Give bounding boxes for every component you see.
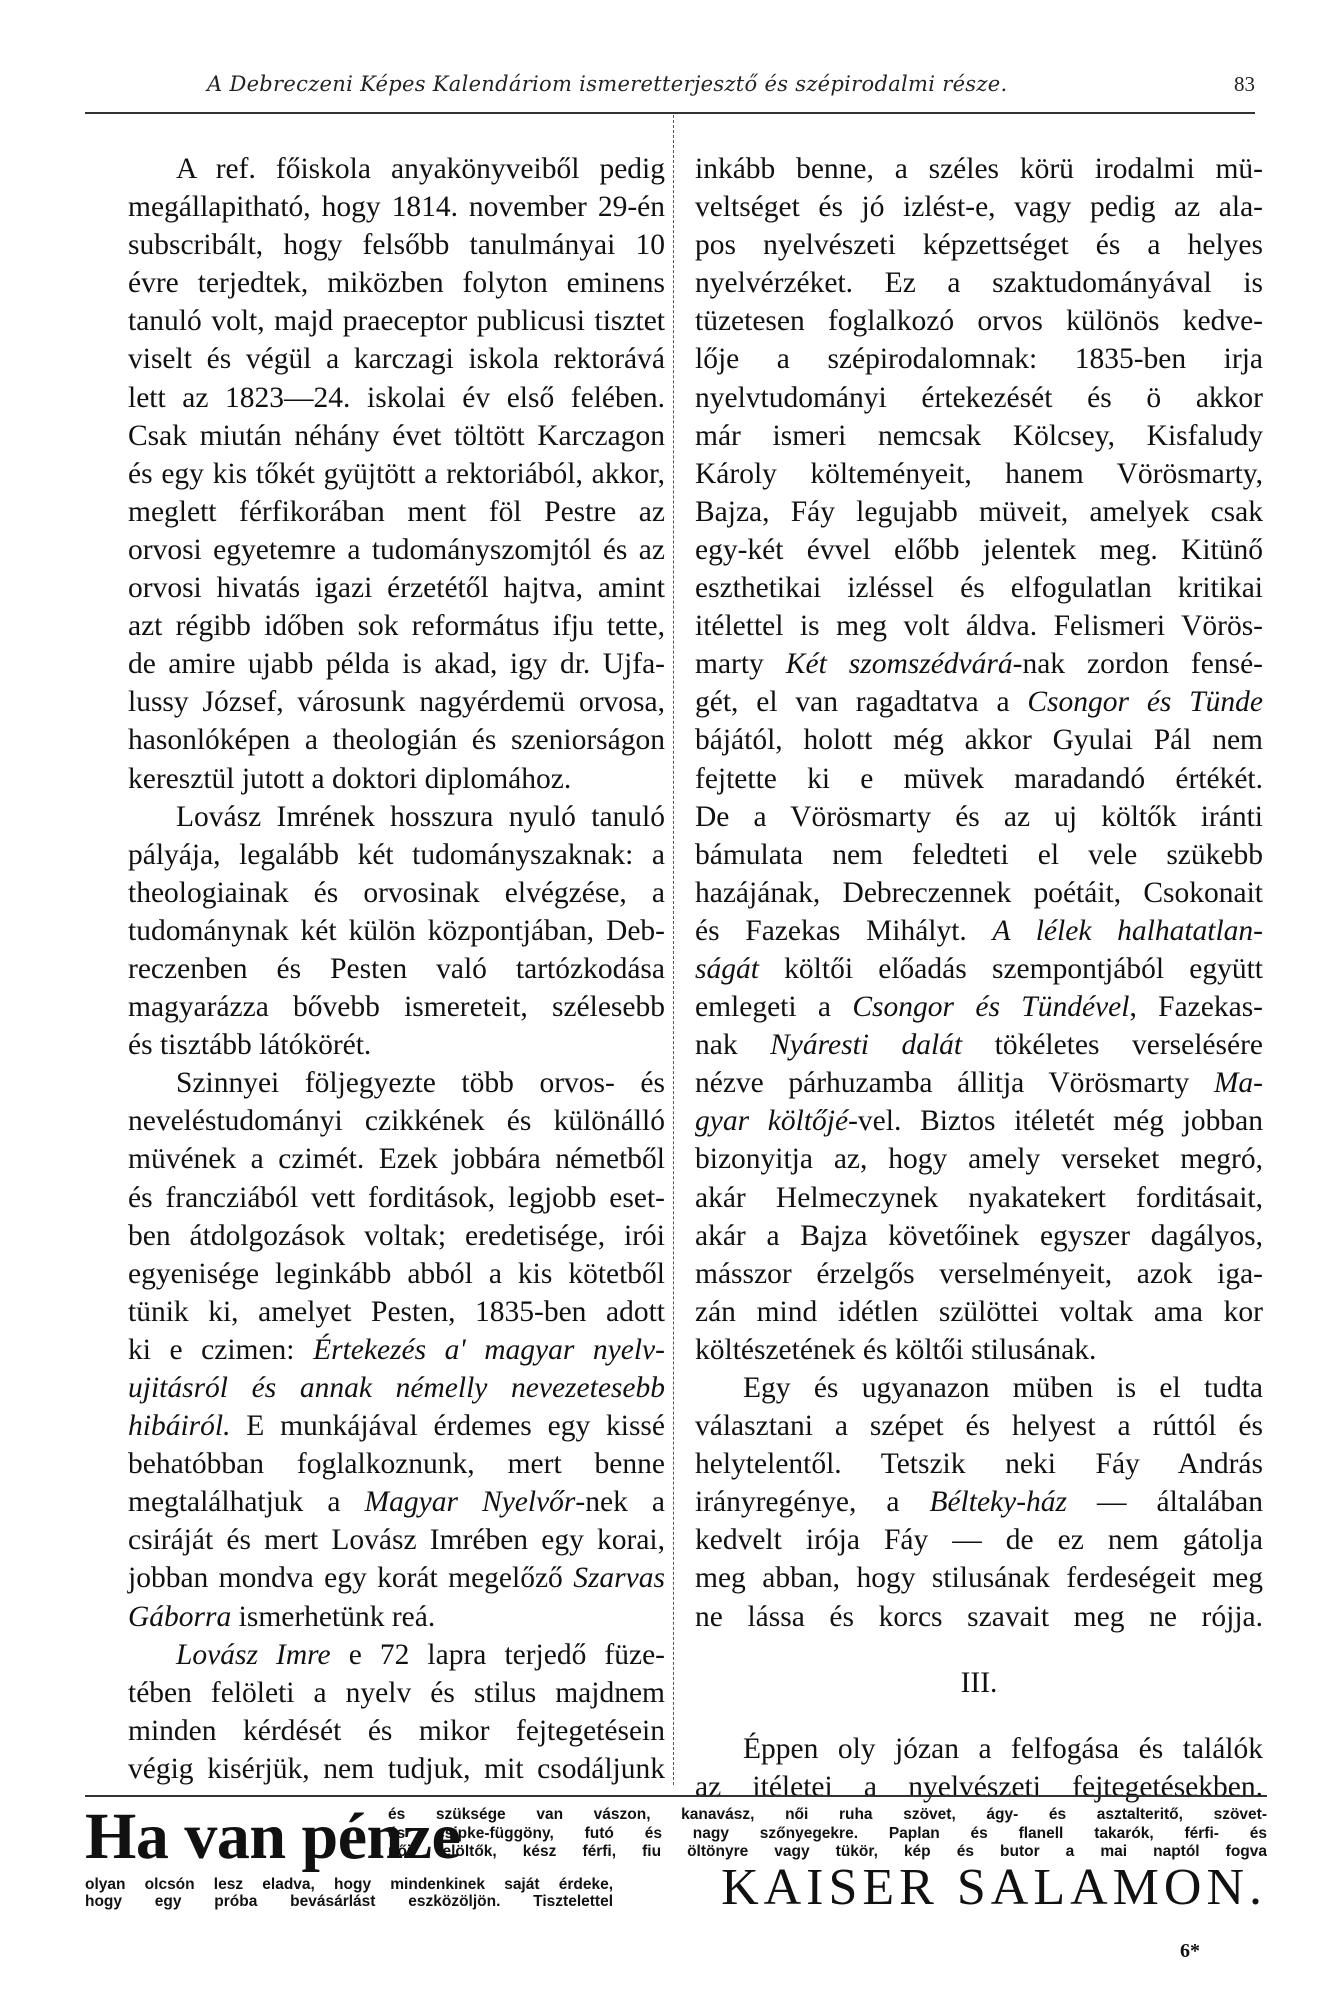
text-run: gét, el van ragadtatva a xyxy=(695,686,1028,719)
column-divider xyxy=(673,115,674,1785)
text-line xyxy=(128,1483,665,1521)
text-run: Bajza, Fáy legujabb müveit, amelyek csak xyxy=(695,495,1263,528)
text-run: bájától, holott még akkor Gyulai Pál nem xyxy=(695,724,1263,757)
text-run: pályája, legalább két tudományszaknak: a xyxy=(128,838,665,871)
text-run: az itéletei a nyelvészeti fejtegetésekben. xyxy=(695,1770,1263,1803)
text-line xyxy=(695,1559,1263,1597)
text-line xyxy=(695,264,1263,302)
advertisement-text-line: női felöltők, kész férfi, fiu öltönyre vagy tükör, kép és butor a mai naptól fogva xyxy=(388,1843,1267,1860)
text-line xyxy=(695,1369,1263,1407)
text-line xyxy=(695,1293,1263,1331)
text-run: csiráját és mert Lovász Imrében egy korai, xyxy=(128,1524,665,1557)
text-line xyxy=(695,493,1263,531)
text-line xyxy=(128,1636,665,1674)
text-line xyxy=(695,912,1263,950)
text-run: ismerhetünk reá. xyxy=(231,1600,436,1633)
text-run: megállapitható, hogy 1814. november 29-én xyxy=(128,191,665,224)
text-run: emlegeti a xyxy=(695,991,853,1024)
text-run: megtalálhatjuk a xyxy=(128,1486,365,1519)
text-line xyxy=(128,379,665,417)
text-line xyxy=(695,874,1263,912)
text-line xyxy=(695,1708,1263,1730)
text-line xyxy=(128,1407,665,1445)
text-run: , Fazekas- xyxy=(1129,991,1264,1024)
italic-title: Két szomszédvárá xyxy=(785,648,1013,681)
text-line xyxy=(695,1521,1263,1559)
text-line xyxy=(128,1369,665,1407)
text-line xyxy=(128,988,665,1026)
text-run: hazájának, Debreczennek poétáit, Csokonait xyxy=(695,876,1263,909)
text-run: ben átdolgozások voltak; eredetisége, irói xyxy=(128,1219,665,1252)
italic-title: Bélteky-ház xyxy=(929,1486,1068,1519)
text-line xyxy=(695,1730,1263,1768)
text-line xyxy=(128,760,665,798)
text-run: bizonyitja az, hogy amely verseket megró, xyxy=(695,1143,1263,1176)
text-run: és Fazekas Mihályt. xyxy=(695,914,993,947)
text-line xyxy=(128,1712,665,1750)
text-run: Csak miután néhány évet töltött Karczagon xyxy=(128,419,665,452)
text-run: évre terjedtek, miközben folyton eminens xyxy=(128,267,665,300)
text-line xyxy=(128,1255,665,1293)
advertisement-text-line: és csipke-függöny, futó és nagy szőnyegekre. Paplan és flanell takarók, férfi- és xyxy=(388,1824,1267,1842)
text-run: zán mind idétlen szülöttei voltak ama kor xyxy=(695,1295,1263,1328)
text-line xyxy=(128,1331,665,1369)
text-line xyxy=(695,188,1263,226)
text-run: tünik ki, amelyet Pesten, 1835-ben adott xyxy=(128,1295,665,1328)
text-run: tökéletes verselésére xyxy=(962,1029,1264,1062)
text-run: választani a szépet és helyest a rúttól és xyxy=(695,1410,1263,1443)
text-run: lett az 1823—24. iskolai év első felében. xyxy=(128,381,665,414)
text-line xyxy=(128,455,665,493)
signature-mark: 6* xyxy=(1180,1940,1200,1962)
text-line xyxy=(128,1217,665,1255)
text-line xyxy=(128,1179,665,1217)
text-run: neveléstudományi czikkének és különálló xyxy=(128,1105,665,1138)
advertisement-merchant-name: KAISER SALAMON. xyxy=(721,1859,1267,1916)
text-line xyxy=(695,455,1263,493)
text-line xyxy=(128,1140,665,1178)
advertisement-closing xyxy=(85,1876,613,1910)
advertisement xyxy=(85,1800,1267,1970)
text-run: bámulata nem feledteti el vele szükebb xyxy=(695,838,1263,871)
text-line xyxy=(128,264,665,302)
text-run: végig kisérjük, nem tudjuk, mit csodáljunk xyxy=(128,1752,665,1785)
text-line xyxy=(695,379,1263,417)
text-line xyxy=(695,836,1263,874)
text-run: keresztül jutott a doktori diplomához. xyxy=(128,762,572,795)
text-run: egy-két évvel előbb jelentek meg. Kitünő xyxy=(695,533,1263,566)
text-line xyxy=(128,607,665,645)
text-run: -vel. Biztos itéletét még jobban xyxy=(848,1105,1263,1138)
text-line xyxy=(695,1445,1263,1483)
text-line xyxy=(128,1026,665,1064)
text-run: lője a szépirodalomnak: 1835-ben irja xyxy=(695,343,1263,376)
text-run: — általában xyxy=(1067,1486,1263,1519)
text-line xyxy=(695,1331,1263,1369)
text-run: tanuló volt, majd praeceptor publicusi tisztet xyxy=(128,305,665,338)
text-line xyxy=(128,531,665,569)
text-run: nézve párhuzamba állitja Vörösmarty xyxy=(695,1067,1214,1100)
advertisement-text xyxy=(388,1806,1267,1862)
text-line xyxy=(128,1102,665,1140)
text-line xyxy=(695,1179,1263,1217)
page-number: 83 xyxy=(1234,72,1255,96)
text-line xyxy=(695,1255,1263,1293)
header-rule xyxy=(85,112,1255,114)
text-run: müvének a czimét. Ezek jobbára németből xyxy=(128,1143,665,1176)
text-run: akár Helmeczynek nyakatekert forditásait, xyxy=(695,1181,1263,1214)
text-line xyxy=(695,531,1263,569)
text-run: másszor érzelgős verselményeit, azok iga- xyxy=(695,1257,1263,1290)
text-line xyxy=(695,645,1263,683)
text-run: nyelvérzéket. Ez a szaktudományával is xyxy=(695,267,1263,300)
running-header-title: A Debreczeni Képes Kalendáriom ismeretterjesztő és szépirodalmi része. xyxy=(207,72,1008,96)
text-run: marty xyxy=(695,648,786,681)
text-run: viselt és végül a karczagi iskola rektorává xyxy=(128,343,665,376)
text-run: és tisztább látókörét. xyxy=(128,1029,372,1062)
text-run: behatóbban foglalkoznunk, mert benne xyxy=(128,1448,665,1481)
text-run: ne lássa és korcs szavait meg ne rójja. xyxy=(695,1600,1263,1633)
advertisement-headline: Ha van pénze xyxy=(85,1800,461,1873)
text-run: reczenben és Pesten való tartózkodása xyxy=(128,952,665,985)
text-line xyxy=(695,1636,1263,1658)
text-line xyxy=(128,1559,665,1597)
text-line xyxy=(695,1598,1263,1636)
text-line xyxy=(128,836,665,874)
advertisement-closing-line: olyan olcsón lesz eladva, hogy mindenkinek saját érdeke, xyxy=(85,1876,613,1893)
advertisement-rule xyxy=(85,1795,1267,1797)
text-run: Egy és ugyanazon müben is el tudta xyxy=(743,1372,1263,1404)
text-run: e 72 lapra terjedő füze- xyxy=(330,1638,665,1671)
text-run: jobban mondva egy korát megelőző xyxy=(128,1562,574,1595)
text-line xyxy=(128,340,665,378)
text-line xyxy=(695,1407,1263,1445)
text-line xyxy=(695,340,1263,378)
text-run: orvosi hivatás igazi érzetétől hajtva, amint xyxy=(128,572,665,605)
text-run: III. xyxy=(960,1666,998,1699)
text-run: eszthetikai izléssel és elfogulatlan kritikai xyxy=(695,572,1263,605)
text-line xyxy=(695,1140,1263,1178)
text-line xyxy=(128,645,665,683)
text-run: és egy kis tőkét gyüjtött a rektoriából, akkor, xyxy=(128,457,665,490)
text-line xyxy=(128,683,665,721)
right-column xyxy=(695,150,1263,1806)
left-column xyxy=(128,150,665,1788)
italic-title: Lovász Imre xyxy=(176,1638,331,1671)
text-line xyxy=(128,1674,665,1712)
text-line xyxy=(695,569,1263,607)
text-line xyxy=(695,1658,1263,1708)
text-run: lussy József, városunk nagyérdemü orvosa, xyxy=(128,686,665,719)
text-line xyxy=(128,950,665,988)
text-run: Szinnyei följegyezte több orvos- és xyxy=(176,1067,665,1100)
italic-title: ujitásról és annak némelly nevezetesebb xyxy=(128,1372,665,1404)
text-run: A ref. főiskola anyakönyveiből pedig xyxy=(176,153,665,185)
text-line xyxy=(695,1102,1263,1140)
text-line xyxy=(695,1217,1263,1255)
italic-title: Magyar Nyelvőr xyxy=(364,1486,576,1519)
text-line xyxy=(128,150,665,188)
text-line xyxy=(128,1598,665,1636)
italic-title: Gáborra xyxy=(128,1600,232,1633)
text-line xyxy=(695,950,1263,988)
text-line xyxy=(695,683,1263,721)
italic-title: Értekezés a' magyar nyelv- xyxy=(313,1333,665,1366)
text-run: akár a Bajza követőinek egyszer dagályos, xyxy=(695,1219,1263,1252)
italic-title: A lélek halhatatlan- xyxy=(992,914,1263,947)
text-run: egyenisége leginkább abból a kis kötetből xyxy=(128,1257,665,1290)
text-line xyxy=(128,721,665,759)
text-line xyxy=(128,912,665,950)
text-line xyxy=(695,760,1263,798)
text-line xyxy=(695,1026,1263,1064)
text-run: helytelentől. Tetszik neki Fáy András xyxy=(695,1448,1263,1481)
text-run: veltséget és jó izlést-e, vagy pedig az ala- xyxy=(695,191,1263,224)
text-line xyxy=(128,1064,665,1102)
text-line xyxy=(128,302,665,340)
text-line xyxy=(128,569,665,607)
italic-title: Csongor és Tünde xyxy=(1027,686,1263,719)
italic-title: Ma- xyxy=(1213,1067,1263,1100)
text-run: tében felöleti a nyelv és stilus majdnem xyxy=(128,1676,665,1709)
text-line xyxy=(128,226,665,264)
advertisement-text-line: és szüksége van vászon, kanavász, női ruha szövet, ágy- és asztalteritő, szövet- xyxy=(388,1806,1267,1823)
text-run: kedvelt irója Fáy — de ez nem gátolja xyxy=(695,1524,1263,1557)
text-run: Éppen oly józan a felfogása és találók xyxy=(743,1732,1263,1765)
italic-title: hibáiról. xyxy=(128,1410,231,1443)
text-run: de amire ujabb példa is akad, igy dr. Ujfa- xyxy=(128,648,665,681)
text-run: hasonlóképen a theologián és szeniorságon xyxy=(128,724,665,757)
italic-title: Csongor és Tündével xyxy=(852,991,1130,1024)
italic-title: Szarvas xyxy=(573,1562,665,1595)
text-run: már ismeri nemcsak Kölcsey, Kisfaludy xyxy=(695,419,1263,452)
text-run: -nek a xyxy=(575,1486,665,1519)
text-run: inkább benne, a széles körü irodalmi mü- xyxy=(695,153,1263,185)
text-run: meglett férfikorában ment föl Pestre az xyxy=(128,495,665,528)
italic-title: gyar költőjé xyxy=(695,1105,849,1138)
running-header xyxy=(85,68,1255,108)
text-run: és francziából vett forditások, legjobb eset- xyxy=(128,1181,665,1214)
text-line xyxy=(128,493,665,531)
text-line xyxy=(695,226,1263,264)
text-line xyxy=(695,1483,1263,1521)
text-line xyxy=(128,798,665,836)
text-line xyxy=(695,607,1263,645)
text-run: tüzetesen foglalkozó orvos különös kedve- xyxy=(695,305,1263,338)
text-run: nak xyxy=(695,1029,771,1062)
text-run: magyarázza bővebb ismereteit, szélesebb xyxy=(128,991,665,1024)
text-run: költészetének és költői stilusának. xyxy=(695,1333,1097,1366)
text-run: Lovász Imrének hosszura nyuló tanuló xyxy=(176,800,665,833)
text-line xyxy=(128,188,665,226)
text-line xyxy=(695,988,1263,1026)
text-run: tudománynak két külön központjában, Deb- xyxy=(128,914,665,947)
text-run: -nak zordon fensé- xyxy=(1012,648,1264,681)
text-run: itélettel is meg volt áldva. Felismeri Vörös- xyxy=(695,610,1263,643)
text-run: irányregénye, a xyxy=(695,1486,930,1519)
text-run: subscribált, hogy felsőbb tanulmányai 10 xyxy=(128,229,665,262)
text-run: azt régibb időben sok református ifju tette, xyxy=(128,610,665,643)
text-run: költői előadás szempontjából együtt xyxy=(758,952,1263,985)
text-line xyxy=(695,417,1263,455)
italic-title: ságát xyxy=(695,952,759,985)
text-line xyxy=(128,874,665,912)
advertisement-closing-line: hogy egy próba bevásárlást eszközöljön. Tisztelettel xyxy=(85,1893,613,1910)
text-run: E munkájával érdemes egy kissé xyxy=(230,1410,665,1443)
text-line xyxy=(695,721,1263,759)
italic-title: Nyáresti dalát xyxy=(770,1029,963,1062)
text-run: pos nyelvészeti képzettséget és a helyes xyxy=(695,229,1263,262)
text-line xyxy=(128,1293,665,1331)
text-run: ki e czimen: xyxy=(128,1333,314,1366)
text-line xyxy=(128,1445,665,1483)
text-line xyxy=(128,1521,665,1559)
text-line xyxy=(128,1750,665,1788)
text-line xyxy=(695,302,1263,340)
text-line xyxy=(128,417,665,455)
text-run: orvosi egyetemre a tudományszomjtól és az xyxy=(128,533,665,566)
text-line xyxy=(695,798,1263,836)
text-run: meg abban, hogy stilusának ferdeségeit meg xyxy=(695,1562,1263,1595)
text-line xyxy=(695,150,1263,188)
text-line xyxy=(695,1064,1263,1102)
text-run: De a Vörösmarty és az uj költők iránti xyxy=(695,800,1263,833)
text-run: fejtette ki e müvek maradandó értékét. xyxy=(695,762,1263,795)
text-run: nyelvtudományi értekezését és ö akkor xyxy=(695,381,1263,414)
text-run: theologiainak és orvosinak elvégzése, a xyxy=(128,876,665,909)
text-run: minden kérdését és mikor fejtegetésein xyxy=(128,1714,665,1747)
text-run: Károly költeményeit, hanem Vörösmarty, xyxy=(695,457,1263,490)
